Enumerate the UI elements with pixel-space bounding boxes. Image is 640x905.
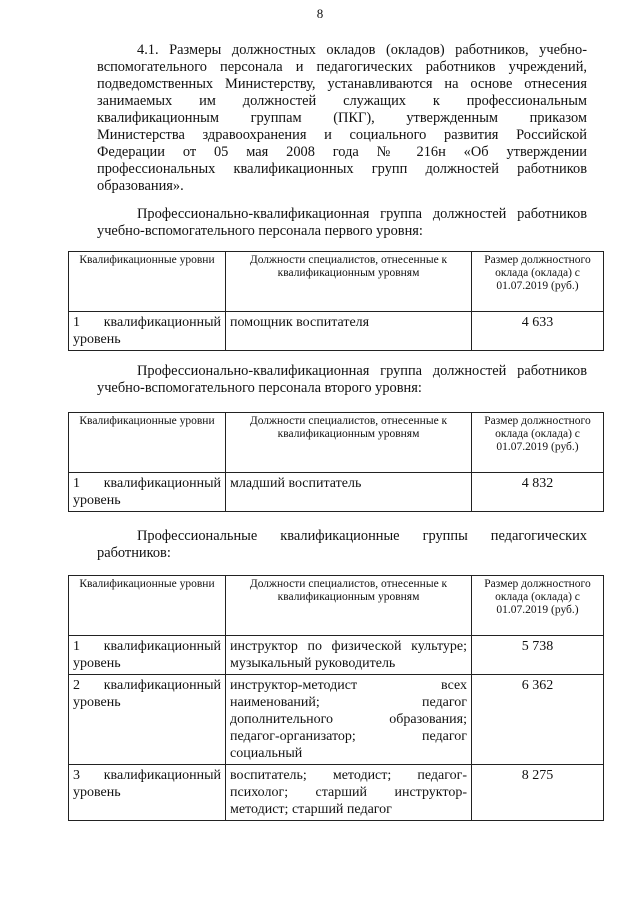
intro-line: Федерации от 05 мая 2008 года № 216н «Об утверждении bbox=[97, 144, 587, 160]
group1-heading-line: Профессионально-квалификационная группа должностей работников bbox=[137, 206, 587, 222]
group1-heading-line: учебно-вспомогательного персонала первого уровня: bbox=[97, 223, 423, 239]
group2-heading-line: учебно-вспомогательного персонала второго уровня: bbox=[97, 380, 422, 396]
table-header-row bbox=[69, 413, 604, 473]
salary-cell: 4 832 bbox=[472, 473, 604, 512]
group1-heading bbox=[97, 206, 587, 240]
level-cell: 1 квалификационный уровень bbox=[69, 636, 226, 675]
level-cell: 3 квалификационный уровень bbox=[69, 765, 226, 821]
level-cell: 1 квалификационный уровень bbox=[69, 473, 226, 512]
header-levels: Квалификационные уровни bbox=[69, 576, 226, 636]
group3-heading-line: работников: bbox=[97, 545, 171, 561]
header-levels: Квалификационные уровни bbox=[69, 252, 226, 312]
salary-cell: 6 362 bbox=[472, 675, 604, 765]
intro-line: Министерства здравоохранения и социального развития Российской bbox=[97, 127, 587, 143]
positions-cell: помощник воспитателя bbox=[226, 312, 472, 351]
group2-heading bbox=[97, 363, 587, 397]
group3-heading-line: Профессиональные квалификационные группы педагогических bbox=[137, 528, 587, 544]
header-salary: Размер должностного оклада (оклада) с 01.07.2019 (руб.) bbox=[472, 576, 604, 636]
page-number: 8 bbox=[316, 6, 324, 21]
positions-cell: инструктор-методист всех наименований; педагог дополнительного образования; педагог-организатор; педагог социальный bbox=[226, 675, 472, 765]
group3-table bbox=[68, 575, 604, 821]
table-row bbox=[69, 675, 604, 765]
intro-line: 4.1. Размеры должностных окладов (окладов) работников, учебно- bbox=[137, 42, 587, 58]
intro-line: занимаемых им должностей служащих к профессиональным bbox=[97, 93, 587, 109]
intro-line: образования». bbox=[97, 178, 184, 194]
salary-cell: 8 275 bbox=[472, 765, 604, 821]
intro-line: вспомогательного персонала и педагогических работников учреждений, bbox=[97, 59, 587, 75]
header-levels: Квалификационные уровни bbox=[69, 413, 226, 473]
positions-cell: инструктор по физической культуре; музыкальный руководитель bbox=[226, 636, 472, 675]
table-row bbox=[69, 636, 604, 675]
intro-paragraph bbox=[97, 42, 587, 195]
level-cell: 1 квалификационный уровень bbox=[69, 312, 226, 351]
level-cell: 2 квалификационный уровень bbox=[69, 675, 226, 765]
salary-cell: 5 738 bbox=[472, 636, 604, 675]
header-salary: Размер должностного оклада (оклада) с 01.07.2019 (руб.) bbox=[472, 252, 604, 312]
header-positions: Должности специалистов, отнесенные к квалификационным уровням bbox=[226, 413, 472, 473]
group3-heading bbox=[97, 528, 587, 562]
group2-heading-line: Профессионально-квалификационная группа должностей работников bbox=[137, 363, 587, 379]
group2-table bbox=[68, 412, 604, 512]
group1-table bbox=[68, 251, 604, 351]
header-salary: Размер должностного оклада (оклада) с 01.07.2019 (руб.) bbox=[472, 413, 604, 473]
positions-cell: младший воспитатель bbox=[226, 473, 472, 512]
intro-line: подведомственных Министерству, устанавливаются на основе отнесения bbox=[97, 76, 587, 92]
header-positions: Должности специалистов, отнесенные к квалификационным уровням bbox=[226, 576, 472, 636]
intro-line: квалификационным группам (ПКГ), утвержденным приказом bbox=[97, 110, 587, 126]
intro-line: профессиональных квалификационных групп должностей работников bbox=[97, 161, 587, 177]
header-positions: Должности специалистов, отнесенные к квалификационным уровням bbox=[226, 252, 472, 312]
positions-cell: воспитатель; методист; педагог-психолог; старший инструктор-методист; старший педагог bbox=[226, 765, 472, 821]
table-row bbox=[69, 312, 604, 351]
table-header-row bbox=[69, 252, 604, 312]
salary-cell: 4 633 bbox=[472, 312, 604, 351]
table-row bbox=[69, 473, 604, 512]
table-row bbox=[69, 765, 604, 821]
table-header-row bbox=[69, 576, 604, 636]
